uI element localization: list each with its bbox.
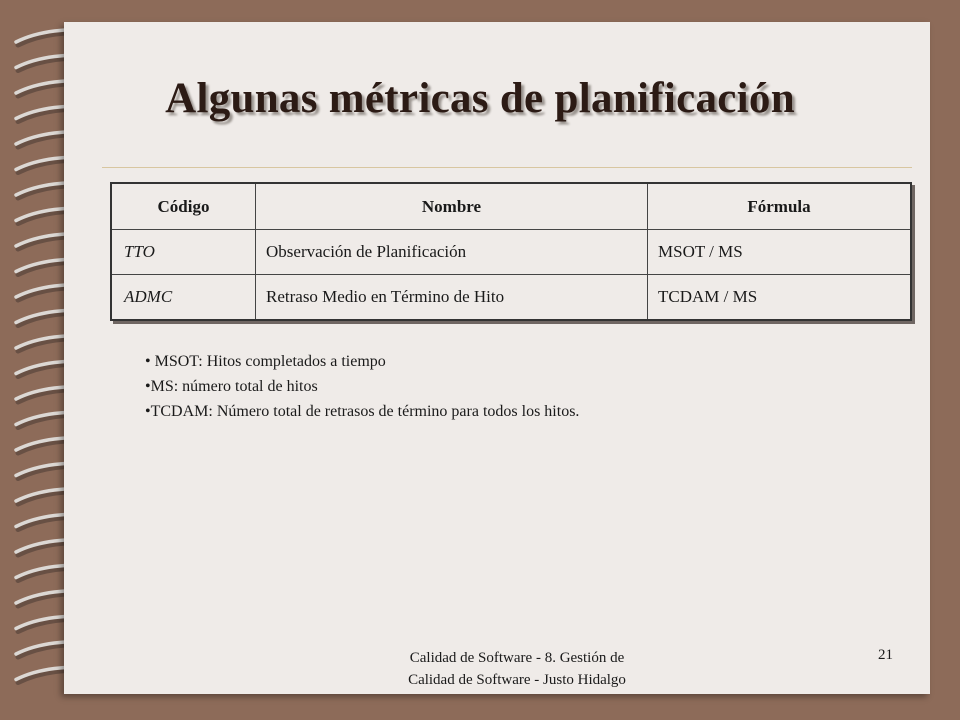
footer-line: Calidad de Software - 8. Gestión de	[409, 650, 625, 666]
metric-code-cell: TTO	[111, 230, 256, 275]
slide-footer	[350, 647, 684, 691]
definition-item: • MSOT: Hitos completados a tiempo	[145, 353, 386, 370]
metric-formula-cell: MSOT / MS	[648, 230, 912, 275]
metric-code-cell: ADMC	[111, 275, 256, 321]
table-header-row	[111, 183, 911, 230]
metric-name-cell: Retraso Medio en Término de Hito	[256, 275, 648, 321]
column-header-name: Nombre	[256, 183, 648, 230]
title-divider	[102, 167, 912, 168]
metrics-table	[110, 182, 912, 321]
definition-item: •MS: número total de hitos	[145, 378, 318, 395]
metric-name-cell: Observación de Planificación	[256, 230, 648, 275]
table-row	[111, 275, 911, 321]
footer-line: Calidad de Software - Justo Hidalgo	[408, 672, 626, 688]
definitions-list	[145, 349, 579, 424]
slide-title: Algunas métricas de planificación	[165, 75, 795, 122]
page-number: 21	[878, 647, 893, 663]
table-row	[111, 230, 911, 275]
column-header-formula: Fórmula	[648, 183, 912, 230]
metric-formula-cell: TCDAM / MS	[648, 275, 912, 321]
definition-item: •TCDAM: Número total de retrasos de término para todos los hitos.	[145, 403, 580, 420]
column-header-code: Código	[111, 183, 256, 230]
